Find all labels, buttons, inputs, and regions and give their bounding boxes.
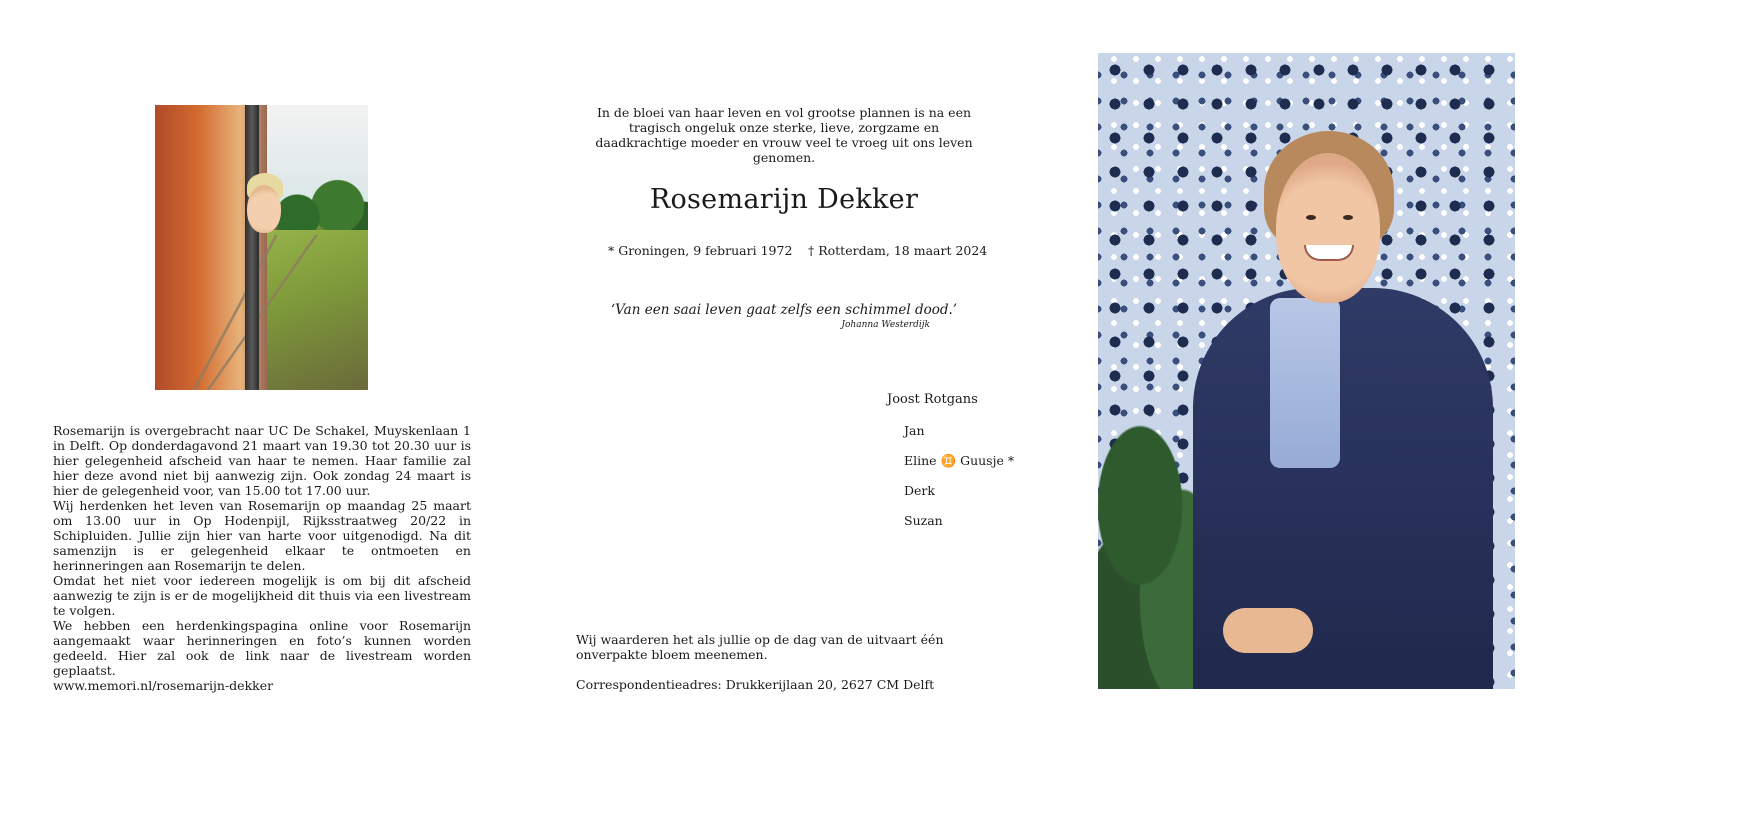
family-member: Jan [904,423,925,438]
birth-date: * Groningen, 9 februari 1972 [608,243,793,258]
left-paragraph-1: Rosemarijn is overgebracht naar UC De Schakel, Muyskenlaan 1 in Delft. Op donderdagavond 21 maart van 19.30 tot 20.30 uur is hier gelegenheid afscheid van haar te nemen. Haar familie zal hier deze avond niet bij aanwezig zijn. Ook zondag 24 maart is hier de gelegenheid voor, van 15.00 tot 17.00 uur. [53,423,471,498]
left-paragraph-4: We hebben een herdenkingspagina online voor Rosemarijn aangemaakt waar herinneringen en foto’s kunnen worden gedeeld. Hier zal ook de link naar de livestream worden geplaatst. [53,618,471,678]
left-paragraph-2: Wij herdenken het leven van Rosemarijn op maandag 25 maart om 13.00 uur in Op Hodenpijl, Rijksstraatweg 20/22 in Schipluiden. Jullie zijn hier van harte voor uitgenodigd. Na dit samenzijn is er gelegenheid elkaar te ontmoeten en herinneringen aan Rosemarijn te delen. [53,498,471,573]
memorial-website-link[interactable]: www.memori.nl/rosemarijn-dekker [53,678,274,693]
quote-text: ‘Van een saai leven gaat zelfs een schimmel dood.’ [610,302,958,318]
train-photo [155,105,368,390]
flower-request: Wij waarderen het als jullie op de dag van de uitvaart één onverpakte bloem meenemen. [576,632,944,662]
family-partner: Joost Rotgans [887,392,978,407]
family-member: Derk [904,483,935,498]
deceased-name: Rosemarijn Dekker [649,184,919,215]
quote-author: Johanna Westerdijk [841,320,930,330]
family-member: Suzan [904,513,943,528]
intro-text: In de bloei van haar leven en vol grootse plannen is na een tragisch ongeluk onze sterke, lieve, zorgzame en daadkrachtige moeder en vrouw veel te vroeg uit ons leven genomen. [595,105,973,165]
death-date: † Rotterdam, 18 maart 2024 [808,243,988,258]
left-paragraph-3: Omdat het niet voor iedereen mogelijk is om bij dit afscheid aanwezig te zijn is er de mogelijkheid dit thuis via een livestream te volgen. [53,573,471,618]
correspondence-address: Correspondentieadres: Drukkerijlaan 20, 2627 CM Delft [576,677,935,692]
family-member: Eline ♊ Guusje * [904,453,1015,468]
portrait-photo [1098,53,1515,689]
